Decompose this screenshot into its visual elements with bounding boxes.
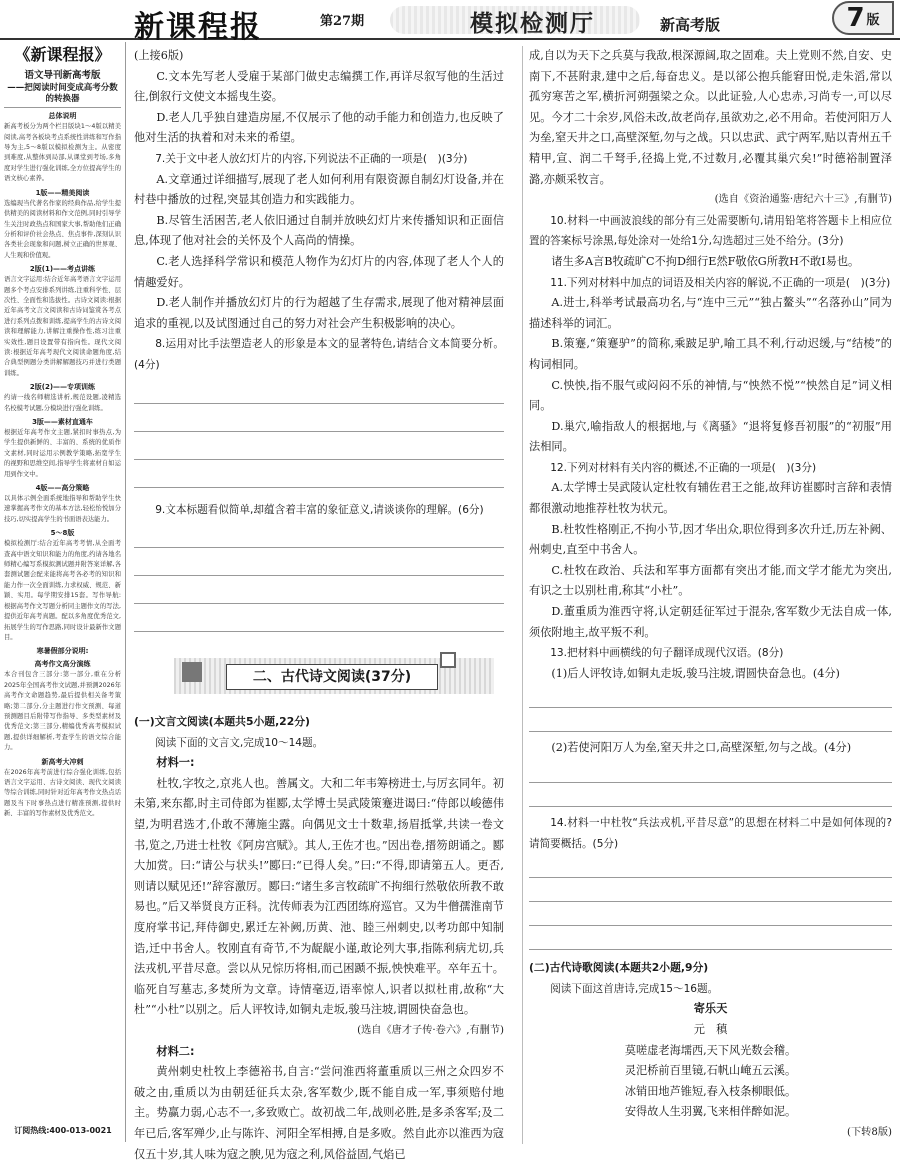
subsection-1-intro: 阅读下面的文言文,完成10～14题。 — [155, 736, 324, 749]
answer-line — [529, 926, 892, 950]
sidebar-section — [4, 382, 121, 414]
answer-line — [529, 783, 892, 807]
sidebar-section-title: 1版——精美阅读 — [35, 188, 90, 197]
answer-area-14[interactable] — [529, 854, 892, 950]
question-7-option-c: C.老人选择科学常识和模范人物作为幻灯片的内容,体现了老人个人的情趣爱好。 — [134, 254, 504, 289]
subsection-2-intro: 阅读下面这首唐诗,完成15～16题。 — [550, 982, 719, 995]
sidebar-section-body: 选编现当代著名作家的经典作品,给学生提供精美的阅读材料和作文范例,同时引导学生关注时政热点和国家大事,帮助他们正确分析和评价社会热点、焦点事件,深刻认识各类社会现象和问题,树立正确的世界观、人生观和价值观。 — [4, 199, 121, 259]
sidebar-section-title: 总体说明 — [48, 112, 77, 121]
sidebar-section-body: 本合刊包含三部分:第一部分,重在分析2025年全国高考作文试题,并预测2026年高考作文命题趋势,最后提供相关备考策略;第二部分,分主题进行作文预测、每道预测题目后附带写作指导、多类型素材及优秀范文;第三部分,精编优秀高考模拟试题,提供详细解析,考查学生的语文综合能力。 — [4, 671, 121, 752]
answer-line — [134, 376, 504, 404]
edition-label: 新高考版 — [660, 16, 721, 34]
sidebar-section — [4, 659, 121, 753]
question-13: 13.把材料中画横线的句子翻译成现代汉语。(8分) — [550, 647, 784, 660]
sidebar-section — [4, 528, 121, 643]
sidebar-section-title: 新高考大冲刺 — [41, 757, 84, 766]
answer-area-8[interactable] — [134, 376, 504, 488]
subsection-1-heading: (一)文言文阅读(本题共5小题,22分) — [134, 715, 310, 729]
page-number: 7 — [846, 3, 865, 33]
question-11-option-c: C.怏怏,指不服气或闷闷不乐的神情,与“怏然不悦”“怏然自足”词义相同。 — [529, 378, 892, 413]
issue-number: 第27期 — [320, 14, 365, 29]
answer-line — [134, 432, 504, 460]
page-header — [0, 0, 900, 45]
sidebar-section — [4, 483, 121, 525]
sidebar — [4, 42, 126, 1142]
answer-area-13-1[interactable] — [529, 684, 892, 732]
sidebar-tagline: ——把阅读时间变成高考分数的转换器 — [4, 83, 121, 108]
material-2-text: 黄州刺史杜牧上李德裕书,自言:“尝问淮西将董重质以三州之众四岁不破之由,重质以为由朝廷征兵太杂,客军数少,既不能自成一军,事须赔付地主。势赢力弱,心志不一,多致败亡。故初战二年,战则必胜,是多杀客军;及二年已后,客军殚少,止与陈许、河阳全军相搏,自是多败。然自此亦以淮西为寇仅五十岁,其人味为寇之腴,见为寇之利,风俗益固,气焰已 — [134, 1065, 504, 1161]
sidebar-section-title: 5～8版 — [50, 529, 75, 538]
sidebar-section-body: 在2026年高考前进行综合强化训练,包括语言文字运用、古诗文阅读、现代文阅读等综合训练,同时针对近年高考作文热点话题及当下时事热点进行精准预测,提供时新、丰富的写作素材及优秀范文。 — [4, 768, 121, 818]
poem-author: 元 稹 — [693, 1022, 728, 1036]
sidebar-section-title: 3版——素材直通车 — [32, 418, 93, 426]
question-12-option-a: A.太学博士吴武陵认定杜牧有辅佐君王之能,故拜访崔郾时言辞和表情都很激动地推荐杜牧为状元。 — [529, 481, 892, 516]
subsection-2-heading: (二)古代诗歌阅读(本题共2小题,9分) — [529, 961, 709, 975]
answer-line — [529, 684, 892, 708]
question-12-option-c: C.杜牧在政治、兵法和军事方面都有突出才能,而文学才能尤为突出,有识之士以别杜甫,称其“小杜”。 — [529, 563, 892, 598]
answer-line — [529, 708, 892, 732]
sidebar-section — [4, 111, 121, 184]
sidebar-section-title: 2版(2)——专项训练 — [29, 383, 96, 392]
sidebar-section-body: 约请一线名师精选讲析,规范设题,凌精选名校模考试题,分模块进行强化训练。 — [4, 394, 121, 412]
sidebar-section-title: 2版(1)——考点讲练 — [29, 265, 96, 274]
banner-square-icon — [182, 662, 202, 682]
subscription-hotline: 订阅热线:400-013-0021 — [14, 1126, 112, 1135]
material-2-source: (选自《资治通鉴·唐纪六十三》,有删节) — [714, 194, 892, 206]
question-7-option-a: A.文章通过详细描写,展现了老人如何利用有限资源自制幻灯设备,并在村巷中播放的过程,突显其创造力和实践能力。 — [134, 172, 504, 207]
question-10-text: 诸生多A言B牧疏旷C不拘D细行E然F敬依G所教H不敢I易也。 — [551, 254, 860, 268]
sidebar-section — [4, 188, 121, 261]
answer-line — [529, 759, 892, 783]
answer-area-13-2[interactable] — [529, 759, 892, 807]
sidebar-subtitle: 语文导刊新高考版 — [24, 70, 101, 81]
poem-line: 莫嗟虚老海壖西,天下风光数会稽。 — [624, 1043, 797, 1057]
right-column — [522, 46, 892, 1144]
poem-line: 灵汜桥前百里镜,石帆山崦五云溪。 — [624, 1064, 797, 1078]
answer-line — [134, 576, 504, 604]
question-12: 12.下列对材料有关内容的概述,不正确的一项是( )(3分) — [550, 461, 817, 474]
question-11: 11.下列对材料中加点的词语及相关内容的解说,不正确的一项是( )(3分) — [550, 276, 891, 289]
option-c: C.文本先写老人受雇于某部门做史志编撰工作,再详尽叙写他的生活过往,倒叙行文使文本摇曳生姿。 — [134, 69, 504, 104]
question-8: 8.运用对比手法塑造老人的形象是本文的显著特色,请结合文本简要分析。(4分) — [134, 338, 504, 371]
answer-line — [134, 548, 504, 576]
page-number-badge — [832, 1, 894, 35]
question-11-option-b: B.策蹇,“策蹇驴”的简称,乘跛足驴,喻工具不利,行动迟缓,与“结棱”的构词相同。 — [529, 337, 892, 371]
material-1-text: 杜牧,字牧之,京兆人也。善属文。大和二年韦筹榜进士,与厉玄同年。初未第,来东都,时主司侍郎为崔郾,太学博士吴武陵策蹇进谒曰:“侍郎以峻德伟望,为明君选才,仆敢不薄施尘露。向偶见文士十数辈,扬眉抵掌,共读一卷文书,览之,乃进士杜牧《阿房宫赋》。其人,王佐才也。”因出卷,搢笏朗诵之。郾大加赏。曰:“请公与状头!”郾曰:“已得人矣。”曰:“不得,即请第五人。更否,则请以赋见还!”辞容激厉。郾曰:“诸生多言牧疏旷不拘细行然敬依所教不敢易也。”后又举贤良方正科。沈传师表为江西团练府巡官。又为牛僧孺淮南节度府掌书记,拜侍御史,累迁左补阙,历黄、池、睦三州刺史,以考功郎中知制诰,迁中书舍人。牧刚直有奇节,不为龊龊小谨,敢论列大事,指陈利病尤切,兵法戎机,平昔尽意。尝以从兄悰历将相,而己困踬不振,怏怏难平。卒年五十。临死自写墓志,多焚所为文章。诗情毫迈,语率惊人,识者以拟杜甫,故称“大杜”“小杜”以别之。后人评牧诗,如铜丸走坂,骏马注坡,谓圆快奋急也。 — [134, 776, 504, 1017]
question-12-option-d: D.董重质为淮西守将,认定朝廷征军过于混杂,客军数少无法自成一体,须依附地主,故平叛不利。 — [529, 605, 892, 639]
poem-body — [529, 1041, 892, 1123]
question-7-option-b: B.尽管生活困苦,老人依旧通过自制并放映幻灯片来传播知识和正面信息,体现了他对社会的关怀及个人高尚的情操。 — [134, 213, 504, 248]
poem-line: 安得故人生羽翼,飞来相伴醉如泥。 — [624, 1105, 797, 1119]
sidebar-section-body: 以具体示例全面系统地指导和帮助学生快速掌握高考作文的基本方法,轻松怡悦加分技巧,切实提高学生的书面语表达能力。 — [4, 495, 121, 523]
section-2-title: 二、古代诗文阅读(37分) — [226, 664, 438, 690]
sidebar-sections — [4, 111, 121, 819]
sidebar-section — [4, 646, 121, 656]
answer-line — [134, 520, 504, 548]
question-12-option-b: B.杜牧性格刚正,不拘小节,因才华出众,职位得到多次升迁,历左补阙、州刺史,直至中书舍人。 — [529, 522, 892, 557]
sidebar-section — [4, 417, 121, 480]
answer-line — [134, 404, 504, 432]
question-10: 10.材料一中画波浪线的部分有三处需要断句,请用铅笔将答题卡上相应位置的答案标号涂黑,每处涂对一处给1分,勾选超过三处不给分。(3分) — [529, 214, 892, 248]
sidebar-section-title: 高考作文高分演练 — [34, 660, 91, 669]
answer-line — [529, 854, 892, 878]
sidebar-section-body: 模拟检测厅:结合近年高考考情,从全面考查高中语文知识和能力的角度,约请各地名师精心编写系模拟测试题并附答案详解,各套测试题会配来能将高考各必考的知识和能力作一次全面训练,力求权威、规范、新颖、实用。每学期安排15套。写作导航:根据高考作文写题分析同主题作文的写法,提供近年高考真题。配以多角度优秀范文,拓展学生的写作思路,同时设计最新作文题目。 — [4, 540, 121, 641]
continued-to: (下转8版) — [847, 1126, 892, 1138]
material-1-source: (选自《唐才子传·卷六》,有删节) — [357, 1025, 504, 1036]
option-d: D.老人几乎独自建造房屋,不仅展示了他的动手能力和创造力,也反映了他对生活的执着和对未来的希望。 — [134, 110, 504, 145]
answer-line — [134, 604, 504, 632]
question-7-option-d: D.老人制作并播放幻灯片的行为超越了生存需求,展现了他对精神层面追求的重视,以及试图通过自己的努力对社会产生积极影响的决心。 — [134, 296, 504, 330]
sidebar-section-body: 新高考板分为两个栏目版块1～4版以精美阅读,高考各板块考点系统性讲练和写作指导为主,5～8版以模拟检测为主。从密度到难度,从整体到局部,从课堂到考场,多角度对学生进行强化训练,全方位提高学生的语文核心素养。 — [4, 123, 121, 183]
poem-title: 寄乐天 — [693, 1002, 728, 1016]
question-11-option-a: A.进士,科举考试最高功名,与“连中三元”“独占鳌头”“名落孙山”同为描述科举的词汇。 — [529, 296, 892, 330]
continued-from: (上接6版) — [134, 49, 184, 62]
answer-line — [529, 878, 892, 902]
question-9: 9.文本标题看似简单,却蕴含着丰富的象征意义,请谈谈你的理解。(6分) — [155, 503, 484, 516]
newspaper-brand: 新课程报 — [134, 10, 262, 45]
middle-column — [134, 46, 504, 1165]
answer-area-9[interactable] — [134, 520, 504, 632]
question-11-option-d: D.巢穴,喻指敌人的根据地,与《离骚》“退将复修吾初服”的“初服”用法相同。 — [529, 419, 892, 454]
poem-line: 冰销田地芦锥短,春入枝条柳眼低。 — [624, 1084, 797, 1098]
question-13-part-2: (2)若使河阳万人为垒,窒天井之口,高壁深堑,勿与之战。(4分) — [551, 741, 852, 755]
answer-line — [529, 902, 892, 926]
material-2-continued: 成,自以为天下之兵莫与我敌,根深源阔,取之固难。夫上党则不然,自安、史南下,不甚附隶,建中之后,每奋忠义。是以郤公抱兵能窘田悦,走朱滔,常以孤穷寒苦之军,横折河朔强梁之众。以此证验,人心忠赤,习尚专一,可以尽见。今才二十余岁,风俗未改,故老尚存,虽欲劝之,必不用命。若使河阳万人为垒,窒天井之口,高壁深堑,勿与之战。只以忠武、武宁两军,贴以青州五千精甲,宣、润二千弩手,径捣上党,不过数月,必覆其巢穴矣!”时德裕制置泽潞,亦颇采牧言。 — [529, 49, 892, 186]
question-14: 14.材料一中杜牧“兵法戎机,平昔尽意”的思想在材料二中是如何体现的?请简要概括。(5分) — [529, 817, 892, 850]
sidebar-section — [4, 757, 121, 820]
sidebar-section-title: 寒暑假部分说明: — [36, 647, 89, 656]
sidebar-section-body: 语言文字运用:结合近年高考语言文字运用题多个考点安排系列讲练,注重科学性、层次性、全面性和选拔性。古诗文阅读:根据近年高考文言文阅读和古诗词鉴赏各考点进行系列点拨和训练,提高学生的古诗文阅读和理解能力,讲解注重操作性,练习注重实效性,题目设置带有指向性。现代文阅读:根据近年高考现代文阅读命题角度,结合典型例题分类讲解解题技巧并进行类题训练。 — [4, 276, 121, 377]
page-suffix: 版 — [866, 12, 880, 28]
sidebar-title: 《新课程报》 — [14, 45, 111, 64]
material-1-label: 材料一: — [156, 756, 195, 770]
banner-square-outline-icon — [440, 652, 456, 668]
sidebar-section — [4, 264, 121, 379]
section-title: 模拟检测厅 — [470, 10, 595, 37]
sidebar-section-title: 4版——高分策略 — [35, 484, 90, 493]
section-banner — [174, 658, 494, 694]
material-2-label: 材料二: — [156, 1044, 195, 1058]
question-13-part-1: (1)后人评牧诗,如铜丸走坂,骏马注坡,谓圆快奋急也。(4分) — [551, 666, 840, 680]
answer-line — [134, 460, 504, 488]
sidebar-section-body: 根据近年高考作文主题,紧扣时事热点,为学生提供新鲜的、丰富的、系统的优质作文素材,同时运用示例教学策略,拓宽学生的视野和思维空间,指导学生将素材自如运用到作文中。 — [4, 429, 121, 478]
question-7: 7.关于文中老人放幻灯片的内容,下列说法不正确的一项是( )(3分) — [155, 152, 468, 165]
